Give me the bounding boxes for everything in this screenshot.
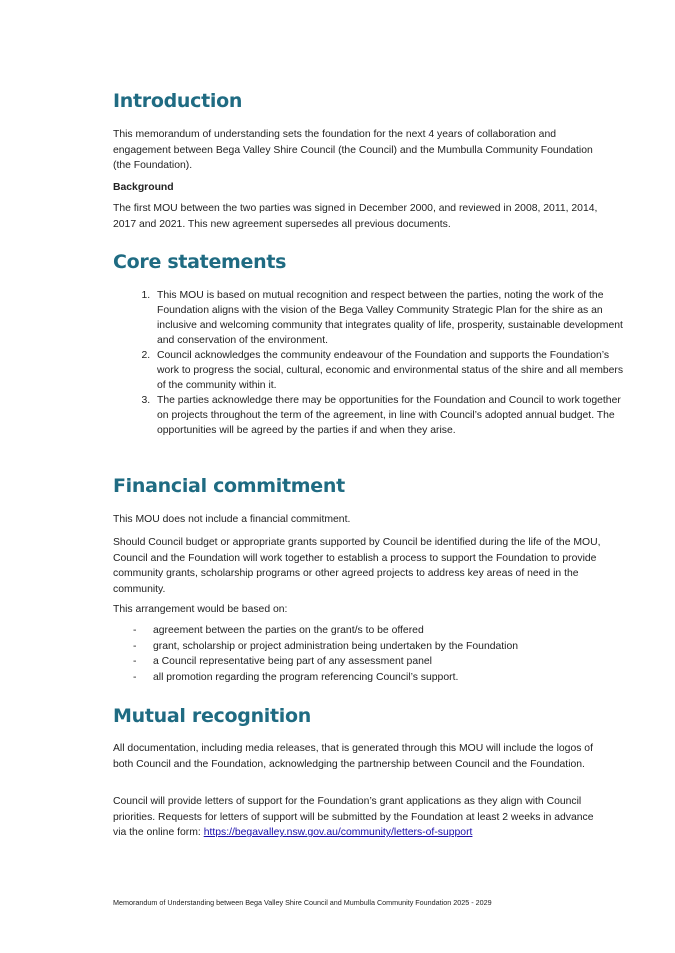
core-statement-item: 3. The parties acknowledge there may be opportunities for the Foundation and Council to work together on projects throughout the term of the agreement, in line with Council’s adopted annual budget. The opportunities will be agreed by the parties if and when they arise. [153, 393, 633, 438]
core-statements-list [113, 288, 633, 438]
list-item-text: a Council representative being part of any assessment panel [153, 656, 432, 668]
introduction-heading: Introduction [113, 90, 243, 112]
core-statements-heading: Core statements [113, 251, 287, 273]
mutual-recognition-heading: Mutual recognition [113, 705, 311, 727]
core-statement-item: 1. This MOU is based on mutual recognition and respect between the parties, noting the work of the Foundation aligns with the vision of the Bega Valley Community Strategic Plan for the shire as an inclusive and welcoming community that integrates quality of life, prosperity, sustainable development and conservation of the environment. [153, 288, 633, 348]
background-paragraph: The first MOU between the two parties was signed in December 2000, and reviewed in 2008, 2011, 2014, 2017 and 2021. This new agreement supersedes all previous documents. [113, 203, 598, 230]
mutual-paragraph-1: All documentation, including media releases, that is generated through this MOU will include the logos of both Council and the Foundation, acknowledging the partnership between Council and the Foundation. [113, 743, 593, 770]
financial-paragraph-1: This MOU does not include a financial commitment. [113, 514, 351, 525]
list-item [113, 670, 593, 686]
list-item-text: agreement between the parties on the grant/s to be offered [153, 625, 424, 636]
list-item [113, 654, 593, 670]
dash-bullet: - [133, 625, 137, 636]
dash-bullet: - [133, 671, 137, 683]
financial-commitment-heading: Financial commitment [113, 475, 345, 497]
arrangement-list [113, 623, 593, 685]
core-statement-item: 2. Council acknowledges the community endeavour of the Foundation and supports the Foundation’s work to progress the social, cultural, economic and environmental status of the shire and all members of the community within it. [153, 348, 633, 393]
page-footer: Memorandum of Understanding between Bega Valley Shire Council and Mumbulla Community Foundation 2025 - 2029 [113, 898, 492, 907]
list-item [113, 639, 593, 655]
list-item-text: all promotion regarding the program referencing Council’s support. [153, 671, 459, 683]
dash-bullet: - [133, 640, 137, 652]
list-item-text: grant, scholarship or project administration being undertaken by the Foundation [153, 640, 519, 652]
introduction-paragraph: This memorandum of understanding sets the foundation for the next 4 years of collaboration and engagement between Bega Valley Shire Council (the Council) and the Mumbulla Community Foundation (the Foundation). [113, 129, 593, 171]
mutual-paragraph-2-text: Council will provide letters of support for the Foundation’s grant applications as they align with Council priorities. Requests for letters of support will be submitted by the Foundation at least 2 weeks in advance via the online form: [113, 796, 594, 838]
financial-paragraph-3: This arrangement would be based on: [113, 604, 288, 615]
dash-bullet: - [133, 656, 137, 668]
mutual-paragraph-2 [113, 794, 603, 841]
financial-paragraph-2: Should Council budget or appropriate grants supported by Council be identified during the life of the MOU, Council and the Foundation will work together to establish a process to support the Foundation to provide community grants, scholarship programs or other agreed projects to address key areas of need in the community. [113, 537, 601, 595]
background-heading: Background [113, 182, 174, 193]
list-item [113, 623, 593, 639]
letters-of-support-link[interactable]: https://begavalley.nsw.gov.au/community/letters-of-support [203, 827, 473, 838]
